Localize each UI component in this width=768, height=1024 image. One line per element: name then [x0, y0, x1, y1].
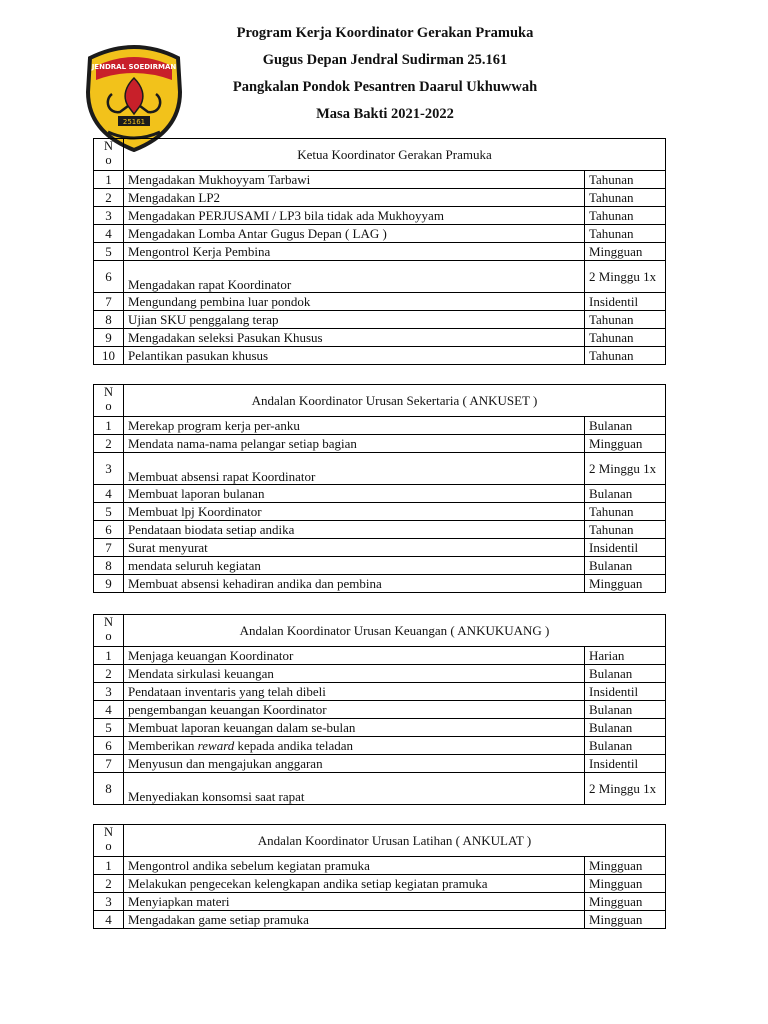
task-frequency: Tahunan: [584, 207, 665, 225]
table-ketua-koordinator: [93, 138, 666, 365]
table-row: 7 Surat menyurat Insidentil: [94, 539, 666, 557]
task-frequency: Insidentil: [584, 293, 665, 311]
task-desc: Membuat absensi rapat Koordinator: [124, 453, 585, 485]
table-row: 1 Mengontrol andika sebelum kegiatan pramuka Mingguan: [94, 857, 666, 875]
table-row: 3 Menyiapkan materi Mingguan: [94, 893, 666, 911]
task-frequency: Tahunan: [584, 329, 665, 347]
table-row: 5 Membuat laporan keuangan dalam se-bulan Bulanan: [94, 719, 666, 737]
task-desc-italic: reward: [197, 738, 235, 753]
task-frequency: Bulanan: [584, 557, 665, 575]
task-desc: Merekap program kerja per-anku: [124, 417, 585, 435]
table-row: 1 Menjaga keuangan Koordinator Harian: [94, 647, 666, 665]
header-title: Program Kerja Koordinator Gerakan Pramuka: [236, 25, 534, 41]
task-desc: Mengadakan rapat Koordinator: [124, 261, 585, 293]
table-row: 6 Pendataan biodata setiap andika Tahunan: [94, 521, 666, 539]
task-desc: Mengundang pembina luar pondok: [124, 293, 585, 311]
header-pangkalan: Pangkalan Pondok Pesantren Daarul Ukhuwwah: [232, 79, 538, 95]
task-frequency: Mingguan: [584, 435, 665, 453]
svg-text:JENDRAL SOEDIRMAN: JENDRAL SOEDIRMAN: [91, 63, 177, 71]
table-title: Andalan Koordinator Urusan Latihan ( ANKULAT ): [124, 825, 666, 857]
task-desc: Menyediakan konsomsi saat rapat: [124, 773, 585, 805]
table-row: 4 Mengadakan Lomba Antar Gugus Depan ( LAG ) Tahunan: [94, 225, 666, 243]
task-frequency: Bulanan: [584, 719, 665, 737]
table-row: 4 pengembangan keuangan Koordinator Bulanan: [94, 701, 666, 719]
table-row: 10 Pelantikan pasukan khusus Tahunan: [94, 347, 666, 365]
task-frequency: Tahunan: [584, 189, 665, 207]
task-desc: Mengontrol Kerja Pembina: [124, 243, 585, 261]
task-desc: Menjaga keuangan Koordinator: [124, 647, 585, 665]
header-masa-bakti: Masa Bakti 2021-2022: [316, 106, 454, 122]
task-desc: Menyiapkan materi: [124, 893, 585, 911]
task-frequency: Mingguan: [584, 893, 665, 911]
task-frequency: Bulanan: [584, 417, 665, 435]
table-row: 9 Mengadakan seleksi Pasukan Khusus Tahunan: [94, 329, 666, 347]
task-desc: Mengadakan Mukhoyyam Tarbawi: [124, 171, 585, 189]
task-frequency: 2 Minggu 1x: [584, 261, 665, 293]
svg-text:25161: 25161: [122, 118, 146, 126]
task-desc: Membuat laporan bulanan: [124, 485, 585, 503]
task-frequency: Insidentil: [584, 539, 665, 557]
table-row: 8 Menyediakan konsomsi saat rapat 2 Minggu 1x: [94, 773, 666, 805]
task-desc-before: Memberikan: [128, 738, 198, 753]
task-frequency: Tahunan: [584, 347, 665, 365]
task-desc: Mengontrol andika sebelum kegiatan pramuka: [124, 857, 585, 875]
table-row: 1 Merekap program kerja per-anku Bulanan: [94, 417, 666, 435]
table-row: 3 Membuat absensi rapat Koordinator 2 Minggu 1x: [94, 453, 666, 485]
table-ankulat: [93, 824, 666, 929]
task-frequency: Harian: [584, 647, 665, 665]
task-frequency: Bulanan: [584, 737, 665, 755]
task-desc: [124, 737, 585, 755]
table-row: 8 Ujian SKU penggalang terap Tahunan: [94, 311, 666, 329]
task-desc: Mengadakan PERJUSAMI / LP3 bila tidak ada Mukhoyyam: [124, 207, 585, 225]
table-row: 2 Mendata sirkulasi keuangan Bulanan: [94, 665, 666, 683]
table-title: Ketua Koordinator Gerakan Pramuka: [124, 139, 666, 171]
table-row: 1 Mengadakan Mukhoyyam Tarbawi Tahunan: [94, 171, 666, 189]
table-row: 2 Mengadakan LP2 Tahunan: [94, 189, 666, 207]
task-frequency: Tahunan: [584, 171, 665, 189]
task-frequency: Mingguan: [584, 875, 665, 893]
task-desc-after: kepada andika teladan: [234, 738, 354, 753]
table-row: 5 Mengontrol Kerja Pembina Mingguan: [94, 243, 666, 261]
task-desc: Melakukan pengecekan kelengkapan andika setiap kegiatan pramuka: [124, 875, 585, 893]
task-desc: Surat menyurat: [124, 539, 585, 557]
table-title: Andalan Koordinator Urusan Keuangan ( ANKUKUANG ): [124, 615, 666, 647]
task-desc: Menyusun dan mengajukan anggaran: [124, 755, 585, 773]
table-row: 4 Mengadakan game setiap pramuka Mingguan: [94, 911, 666, 929]
task-frequency: Mingguan: [584, 575, 665, 593]
no-column-header: No: [94, 615, 124, 647]
task-frequency: Tahunan: [584, 225, 665, 243]
task-desc: Mendata nama-nama pelangar setiap bagian: [124, 435, 585, 453]
table-row: 3 Mengadakan PERJUSAMI / LP3 bila tidak ada Mukhoyyam Tahunan: [94, 207, 666, 225]
table-row: 7 Menyusun dan mengajukan anggaran Insidentil: [94, 755, 666, 773]
table-ankukuang: [93, 614, 666, 805]
task-frequency: Insidentil: [584, 683, 665, 701]
table-row: 3 Pendataan inventaris yang telah dibeli Insidentil: [94, 683, 666, 701]
task-frequency: Bulanan: [584, 665, 665, 683]
table-row: 6 Mengadakan rapat Koordinator 2 Minggu 1x: [94, 261, 666, 293]
table-row: 5 Membuat lpj Koordinator Tahunan: [94, 503, 666, 521]
task-frequency: Tahunan: [584, 311, 665, 329]
task-desc: Mengadakan game setiap pramuka: [124, 911, 585, 929]
task-desc: Pendataan biodata setiap andika: [124, 521, 585, 539]
no-column-header: No: [94, 139, 124, 171]
task-frequency: Mingguan: [584, 911, 665, 929]
task-desc: Mengadakan seleksi Pasukan Khusus: [124, 329, 585, 347]
task-frequency: 2 Minggu 1x: [584, 773, 665, 805]
task-frequency: Tahunan: [584, 503, 665, 521]
task-desc: Mendata sirkulasi keuangan: [124, 665, 585, 683]
task-desc: pengembangan keuangan Koordinator: [124, 701, 585, 719]
scout-emblem-logo: [82, 40, 186, 152]
no-column-header: No: [94, 825, 124, 857]
table-row: 4 Membuat laporan bulanan Bulanan: [94, 485, 666, 503]
table-row: 7 Mengundang pembina luar pondok Insidentil: [94, 293, 666, 311]
task-desc: Mengadakan LP2: [124, 189, 585, 207]
table-row: 9 Membuat absensi kehadiran andika dan pembina Mingguan: [94, 575, 666, 593]
task-desc: Membuat laporan keuangan dalam se-bulan: [124, 719, 585, 737]
task-desc: Pendataan inventaris yang telah dibeli: [124, 683, 585, 701]
task-desc: Membuat lpj Koordinator: [124, 503, 585, 521]
table-row: 2 Mendata nama-nama pelangar setiap bagian Mingguan: [94, 435, 666, 453]
task-desc: Ujian SKU penggalang terap: [124, 311, 585, 329]
task-frequency: Bulanan: [584, 485, 665, 503]
task-desc: mendata seluruh kegiatan: [124, 557, 585, 575]
task-frequency: Tahunan: [584, 521, 665, 539]
no-column-header: No: [94, 385, 124, 417]
task-frequency: Mingguan: [584, 857, 665, 875]
table-row: 2 Melakukan pengecekan kelengkapan andika setiap kegiatan pramuka Mingguan: [94, 875, 666, 893]
task-frequency: Insidentil: [584, 755, 665, 773]
task-frequency: Mingguan: [584, 243, 665, 261]
table-ankuset: [93, 384, 666, 593]
task-frequency: 2 Minggu 1x: [584, 453, 665, 485]
table-row: 6 Memberikan reward kepada andika teladan Bulanan: [94, 737, 666, 755]
table-title: Andalan Koordinator Urusan Sekertaria ( ANKUSET ): [124, 385, 666, 417]
header-gugus-depan: Gugus Depan Jendral Sudirman 25.161: [262, 52, 508, 68]
table-row: 8 mendata seluruh kegiatan Bulanan: [94, 557, 666, 575]
task-desc: Membuat absensi kehadiran andika dan pembina: [124, 575, 585, 593]
task-desc: Pelantikan pasukan khusus: [124, 347, 585, 365]
task-desc: Mengadakan Lomba Antar Gugus Depan ( LAG ): [124, 225, 585, 243]
task-frequency: Bulanan: [584, 701, 665, 719]
